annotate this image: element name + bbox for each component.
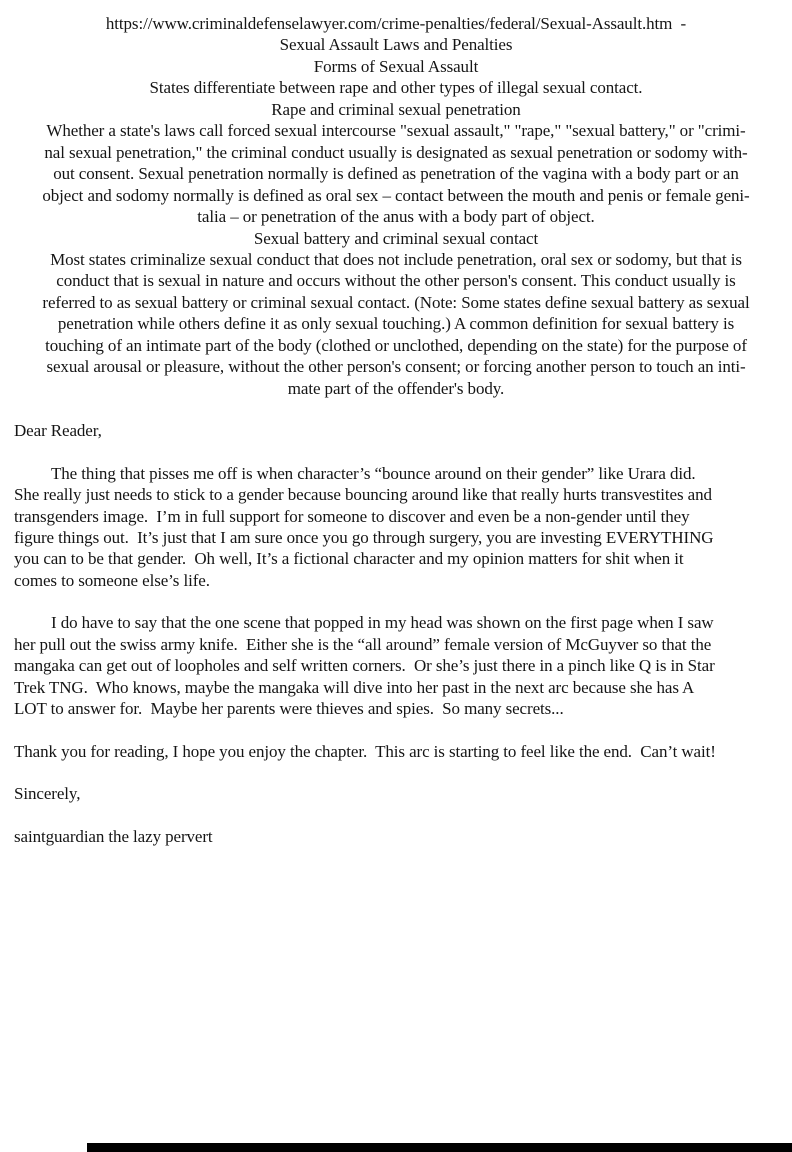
article-title: Sexual Assault Laws and Penalties bbox=[279, 35, 513, 55]
text-line: mangaka can get out of loopholes and self written corners. Or she’s just there in a pinch like Q is in Star bbox=[14, 656, 715, 676]
text-line: comes to someone else’s life. bbox=[14, 570, 210, 590]
text-line: her pull out the swiss army knife. Either she is the “all around” female version of McGuyver so that the bbox=[14, 634, 712, 654]
text-line: object and sodomy normally is defined as oral sex – contact between the mouth and penis or female geni- bbox=[42, 185, 750, 205]
text-line: transgenders image. I’m in full support for someone to discover and even be a non-gender until they bbox=[14, 506, 690, 526]
article-subtitle: Forms of Sexual Assault bbox=[313, 56, 479, 76]
text-line: conduct that is sexual in nature and occurs without the other person's consent. This conduct usually is bbox=[56, 271, 736, 291]
letter-paragraph-3 bbox=[14, 741, 778, 762]
text-line: mate part of the offender's body. bbox=[287, 378, 505, 398]
letter-paragraph-1 bbox=[14, 463, 778, 592]
text-line: nal sexual penetration," the criminal conduct usually is designated as sexual penetration or sodomy with- bbox=[44, 142, 748, 162]
text-line: out consent. Sexual penetration normally is defined as penetration of the vagina with a body part or an bbox=[53, 164, 739, 184]
text-line: She really just needs to stick to a gender because bouncing around like that really hurts transvestites and bbox=[14, 485, 712, 505]
source-url: https://www.criminaldefenselawyer.com/crime-penalties/federal/Sexual-Assault.htm - bbox=[105, 14, 687, 33]
text-line: talia – or penetration of the anus with a body part of object. bbox=[197, 207, 595, 227]
signature-text: saintguardian the lazy pervert bbox=[14, 826, 213, 846]
text-line: Whether a state's laws call forced sexual intercourse "sexual assault," "rape," "sexual battery," or "crimi- bbox=[46, 121, 746, 141]
text-line: touching of an intimate part of the body (clothed or unclothed, depending on the state) for the purpose of bbox=[45, 335, 747, 355]
closing-text: Sincerely, bbox=[14, 784, 81, 804]
scan-artifact-bar bbox=[87, 1143, 792, 1152]
text-line: I do have to say that the one scene that popped in my head was shown on the first page when I saw bbox=[51, 613, 714, 633]
text-line: sexual arousal or pleasure, without the other person's consent; or forcing another person to touch an inti- bbox=[46, 357, 746, 377]
letter-paragraph-2 bbox=[14, 612, 778, 719]
text-line: penetration while others define it as only sexual touching.) A common definition for sexual battery is bbox=[57, 314, 735, 334]
section-heading-rape: Rape and criminal sexual penetration bbox=[271, 99, 521, 119]
text-line: LOT to answer for. Maybe her parents were thieves and spies. So many secrets... bbox=[14, 699, 564, 719]
salutation: Dear Reader, bbox=[14, 421, 102, 441]
letter-signature bbox=[14, 826, 778, 847]
text-line: Thank you for reading, I hope you enjoy the chapter. This arc is starting to feel like the end. Can’t wait! bbox=[14, 741, 716, 761]
text-line: referred to as sexual battery or criminal sexual contact. (Note: Some states define sexual battery as sexual bbox=[42, 292, 750, 312]
text-line: figure things out. It’s just that I am sure once you go through surgery, you are investing EVERYTHING bbox=[14, 527, 714, 547]
article-intro: States differentiate between rape and other types of illegal sexual contact. bbox=[149, 78, 643, 98]
letter-closing bbox=[14, 783, 778, 804]
text-line: Most states criminalize sexual conduct that does not include penetration, oral sex or sodomy, but that is bbox=[50, 249, 742, 269]
text-line: Trek TNG. Who knows, maybe the mangaka will dive into her past in the next arc because she has A bbox=[14, 677, 695, 697]
text-line: you can to be that gender. Oh well, It’s a fictional character and my opinion matters for shit when it bbox=[14, 549, 684, 569]
section-battery-paragraph bbox=[14, 249, 778, 399]
article-excerpt bbox=[14, 13, 778, 399]
reader-letter bbox=[14, 420, 778, 847]
section-rape-paragraph bbox=[14, 120, 778, 227]
section-heading-battery: Sexual battery and criminal sexual contact bbox=[253, 228, 539, 248]
text-line: The thing that pisses me off is when character’s “bounce around on their gender” like Urara did. bbox=[51, 463, 696, 483]
